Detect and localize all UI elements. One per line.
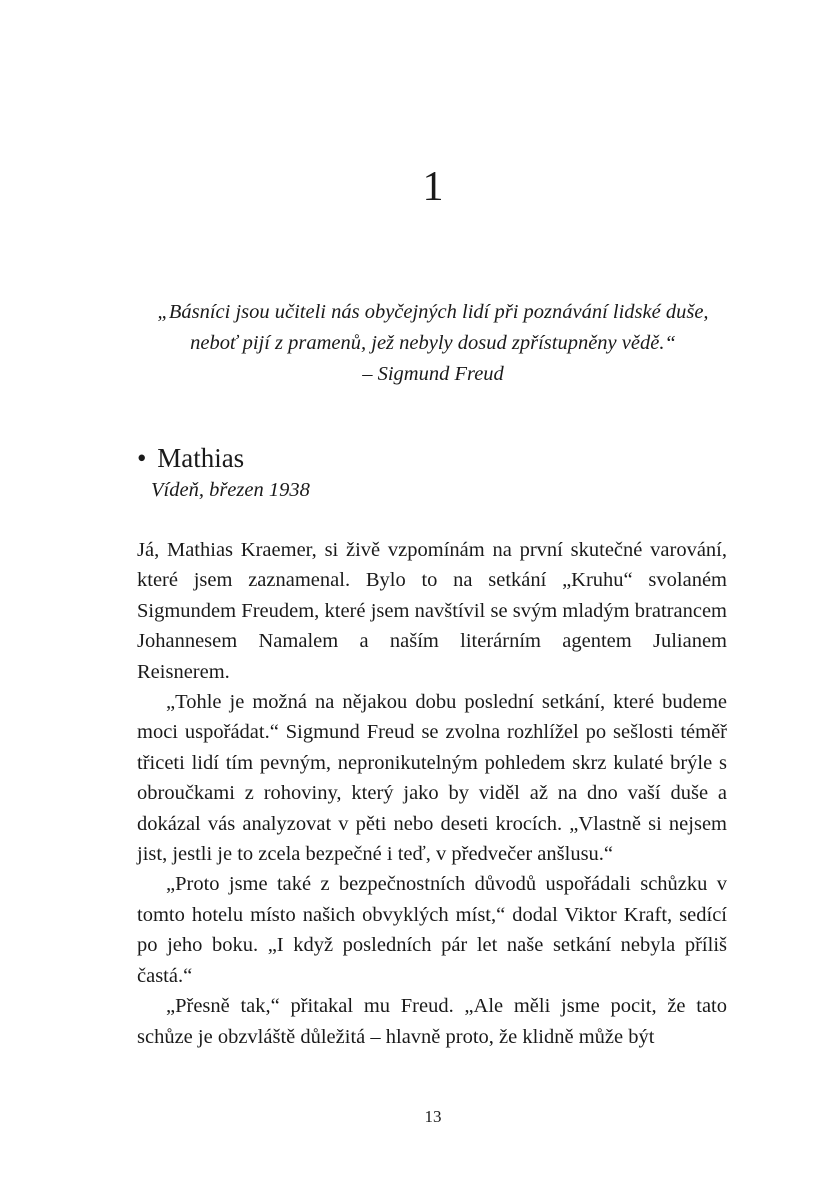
paragraph: Já, Mathias Kraemer, si živě vzpomínám na první skutečné varování, které jsem zaznamenal. Bylo to na setkání „Kruhu“ svolaném Sigmundem Freudem, které jsem navštívil se svým mladým bratrancem Johannesem Namalem a naším literárním agentem Julianem Reisnerem. <box>137 539 727 683</box>
section-title <box>137 441 637 475</box>
section-title-text: Mathias <box>157 443 245 473</box>
section-heading <box>137 441 637 505</box>
section-subtitle: Vídeň, březen 1938 <box>151 479 310 501</box>
paragraph: „Proto jsme také z bezpečnostních důvodů uspořádali schůzku v tomto hotelu místo našich obvyklých míst,“ dodal Viktor Kraft, sedící po jeho boku. „I když posledních pár let naše setkání nebyla příliš častá.“ <box>137 873 727 987</box>
epigraph-line: neboť pijí z pramenů, jež nebyly dosud zpřístupněny vědě.“ <box>190 332 676 354</box>
epigraph-line: „Básníci jsou učiteli nás obyčejných lidí při poznávání lidské duše, <box>157 301 709 323</box>
paragraph: „Tohle je možná na nějakou dobu poslední setkání, které budeme moci uspořádat.“ Sigmund Freud se zvolna rozhlížel po sešlosti téměř třiceti lidí tím pevným, nepronikutelným pohledem skrz kulaté brýle s obroučkami z rohoviny, který jako by viděl až na dno vaší duše a dokázal vás analyzovat v pěti nebo deseti krocích. „Vlastně si nejsem jist, jestli je to zcela bezpečné i teď, v předvečer anšlusu.“ <box>137 691 727 866</box>
epigraph <box>100 297 766 390</box>
epigraph-attribution: – Sigmund Freud <box>362 363 504 385</box>
chapter-number: 1 <box>422 164 444 210</box>
paragraph: „Přesně tak,“ přitakal mu Freud. „Ale měli jsme pocit, že tato schůze je obzvláště důležitá – hlavně proto, že klidně může být <box>137 995 727 1048</box>
page-number: 13 <box>424 1107 442 1126</box>
section-bullet: • <box>137 443 147 473</box>
body-text <box>137 535 727 1052</box>
